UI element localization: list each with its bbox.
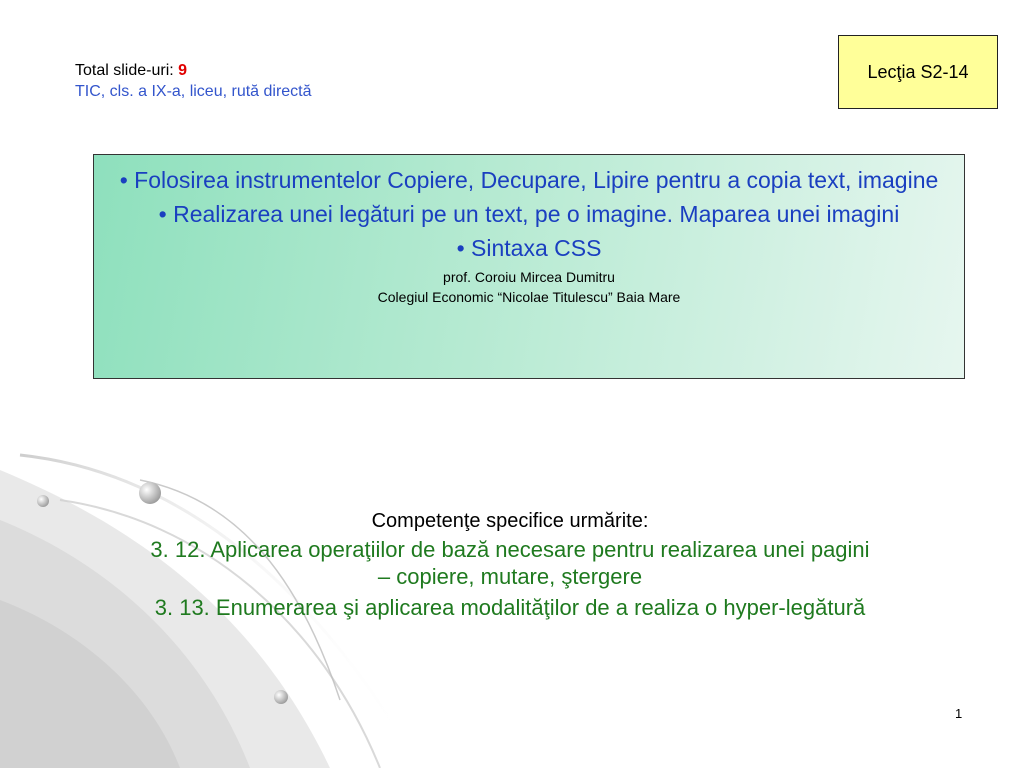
competency-item: 3. 12. Aplicarea operaţiilor de bază necesare pentru realizarea unei pagini – copiere, mutare, ştergere [150, 537, 870, 589]
lesson-badge-label: Lecţia S2-14 [867, 61, 969, 82]
total-slides [75, 60, 312, 81]
topic-item: • Sintaxa CSS [456, 235, 602, 261]
author-name: prof. Coroiu Mircea Dumitru [443, 269, 615, 285]
topics-box [93, 154, 965, 379]
school-name: Colegiul Economic “Nicolae Titulescu” Baia Mare [377, 289, 681, 305]
competencies-section [150, 506, 870, 625]
class-info: TIC, cls. a IX-a, liceu, rută directă [75, 83, 312, 100]
competencies-title: Competenţe specifice urmărite: [371, 510, 649, 532]
lesson-badge [838, 35, 998, 109]
total-slides-label: Total slide-uri: [75, 62, 179, 79]
topic-item: • Folosirea instrumentelor Copiere, Decupare, Lipire pentru a copia text, imagine [119, 167, 939, 193]
total-slides-count: 9 [178, 62, 188, 79]
header-info [75, 60, 312, 102]
page-number: 1 [955, 706, 963, 721]
competency-item: 3. 13. Enumerarea şi aplicarea modalităţilor de a realiza o hyper-legătură [154, 595, 866, 620]
topic-item: • Realizarea unei legături pe un text, pe o imagine. Maparea unei imagini [158, 201, 900, 227]
